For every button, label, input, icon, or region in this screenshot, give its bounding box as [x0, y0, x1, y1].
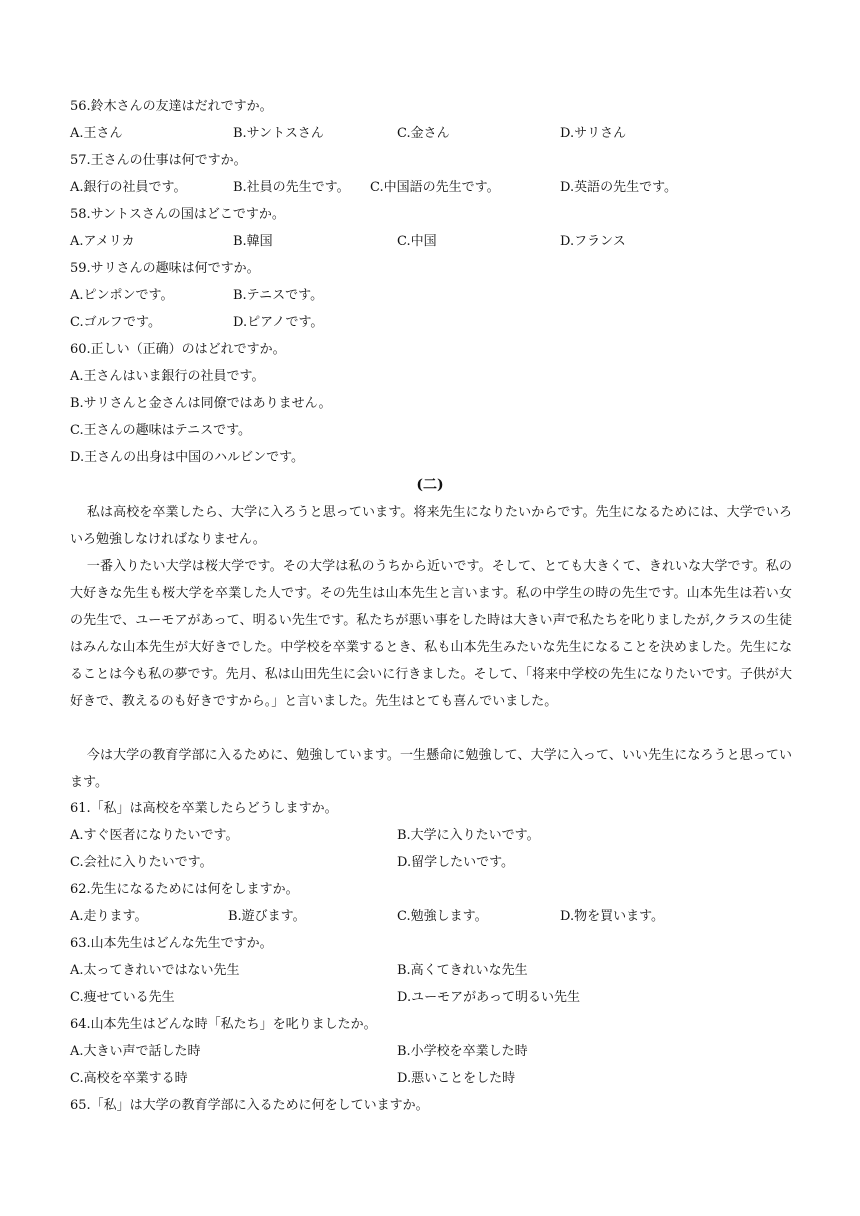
- question-56-stem: 56.鈴木さんの友達はだれですか。: [70, 99, 273, 114]
- q58-option-b: B.韓国: [233, 234, 273, 249]
- q60-option-b: B.サリさんと金さんは同僚ではありません。: [70, 396, 332, 411]
- q61-option-a: A.すぐ医者になりたいです。: [70, 828, 239, 843]
- section-title: (二): [416, 477, 444, 493]
- q61-option-d: D.留学したいです。: [397, 855, 515, 870]
- q59-option-c: C.ゴルフです。: [70, 315, 161, 330]
- passage-paragraph-2: 一番入りたい大学は桜大学です。その大学は私のうちから近いです。そして、とても大きくて、きれいな大学です。私の大好きな先生も桜大学を卒業した人です。その先生は山本先生と言います。私の中学生の時の先生です。山本先生は若い女の先生で、ユーモアがあって、明るい先生です。私たちが悪い事をした時は大きい声で私たちを叱りましたが,クラスの生徒はみんな山本先生が大好きでした。中学校を卒業するとき、私も山本先生みたいな先生になることを決めました。先生になることは今も私の夢です。先月、私は山田先生に会いに行きました。そして、「将来中学校の先生になりたいです。子供が大好きで、教えるのも好きですから。」と言いました。先生はとても喜んでいました。: [70, 559, 792, 709]
- q57-option-d: D.英語の先生です。: [560, 180, 678, 195]
- q60-option-d: D.王さんの出身は中国のハルビンです。: [70, 450, 305, 465]
- question-58-stem: 58.サントスさんの国はどこですか。: [70, 207, 285, 222]
- q58-option-a: A.アメリカ: [70, 234, 135, 249]
- q64-option-c: C.高校を卒業する時: [70, 1071, 188, 1086]
- question-60-stem: 60.正しい（正确）のはどれですか。: [70, 342, 286, 357]
- q61-option-c: C.会社に入りたいです。: [70, 855, 213, 870]
- q57-option-b: B.社員の先生です。: [233, 180, 350, 195]
- q56-option-b: B.サントスさん: [233, 126, 324, 141]
- question-63-stem: 63.山本先生はどんな先生ですか。: [70, 936, 273, 951]
- q64-option-a: A.大きい声で話した時: [70, 1044, 201, 1059]
- q64-option-d: D.悪いことをした時: [397, 1071, 516, 1086]
- q63-option-c: C.痩せている先生: [70, 990, 175, 1005]
- q63-option-d: D.ユーモアがあって明るい先生: [397, 990, 580, 1005]
- q59-option-d: D.ピアノです。: [233, 315, 324, 330]
- q56-option-d: D.サリさん: [560, 126, 627, 141]
- q62-option-b: B.遊びます。: [228, 909, 306, 924]
- q61-option-b: B.大学に入りたいです。: [397, 828, 540, 843]
- passage-paragraph-3: 今は大学の教育学部に入るために、勉強しています。一生懸命に勉強して、大学に入って、いい先生になろうと思っています。: [70, 748, 792, 790]
- q59-option-b: B.テニスです。: [233, 288, 324, 303]
- question-62-stem: 62.先生になるためには何をしますか。: [70, 882, 299, 897]
- q56-option-c: C.金さん: [397, 126, 450, 141]
- q57-option-c: C.中国語の先生です。: [370, 180, 500, 195]
- question-59-stem: 59.サリさんの趣味は何ですか。: [70, 261, 260, 276]
- q64-option-b: B.小学校を卒業した時: [397, 1044, 528, 1059]
- q63-option-a: A.太ってきれいではない先生: [70, 963, 240, 978]
- q57-option-a: A.銀行の社員です。: [70, 180, 187, 195]
- passage-paragraph-1: 私は高校を卒業したら、大学に入ろうと思っています。将来先生になりたいからです。先生になるためには、大学でいろいろ勉強しなければなりません。: [70, 505, 792, 547]
- question-61-stem: 61.「私」は高校を卒業したらどうしますか。: [70, 801, 338, 816]
- q62-option-d: D.物を買います。: [560, 909, 665, 924]
- question-64-stem: 64.山本先生はどんな時「私たち」を叱りましたか。: [70, 1017, 377, 1032]
- q60-option-c: C.王さんの趣味はテニスです。: [70, 423, 252, 438]
- q59-option-a: A.ピンポンです。: [70, 288, 174, 303]
- q56-option-a: A.王さん: [70, 126, 123, 141]
- q58-option-c: C.中国: [397, 234, 437, 249]
- q62-option-c: C.勉強します。: [397, 909, 488, 924]
- q58-option-d: D.フランス: [560, 234, 626, 249]
- q63-option-b: B.高くてきれいな先生: [397, 963, 528, 978]
- q62-option-a: A.走ります。: [70, 909, 148, 924]
- question-65-stem: 65.「私」は大学の教育学部に入るために何をしていますか。: [70, 1098, 429, 1113]
- question-57-stem: 57.王さんの仕事は何ですか。: [70, 153, 247, 168]
- q60-option-a: A.王さんはいま銀行の社員です。: [70, 369, 265, 384]
